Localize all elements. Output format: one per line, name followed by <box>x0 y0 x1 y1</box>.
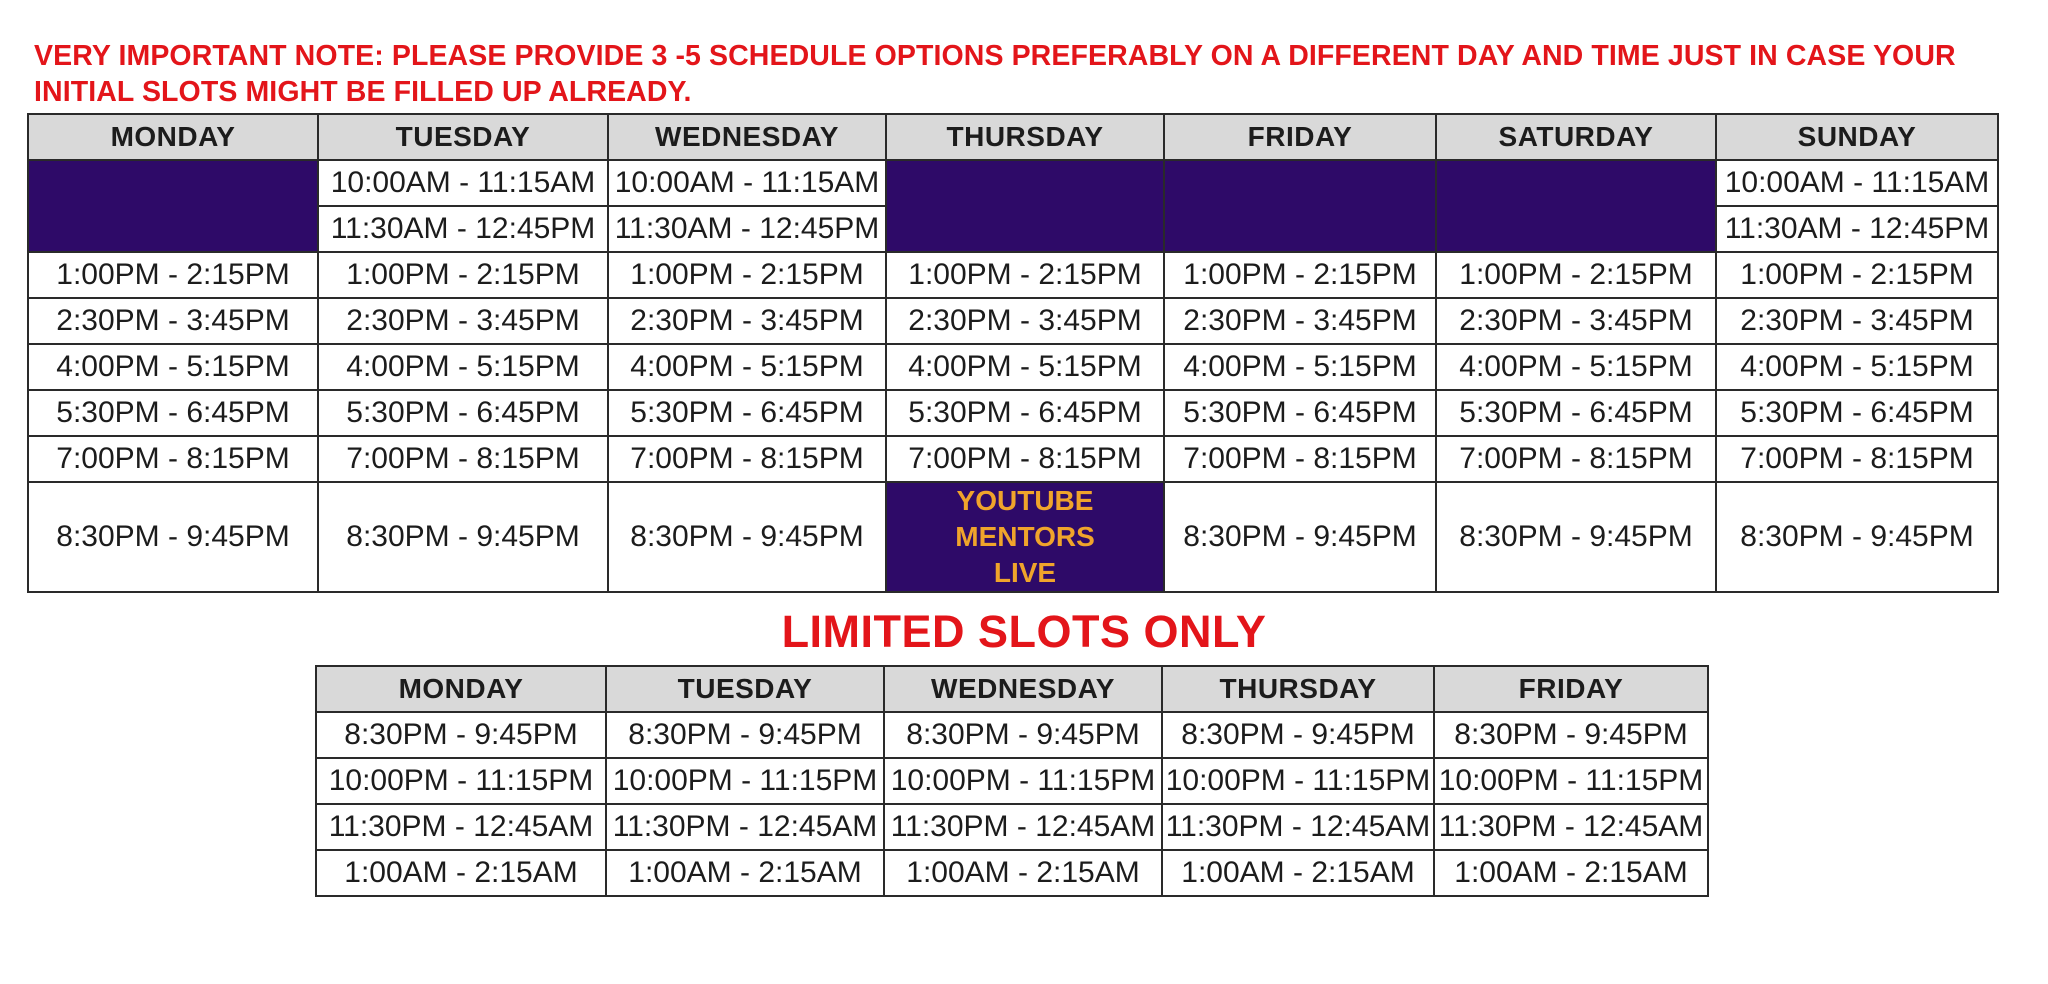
table-row <box>316 712 1708 758</box>
unavailable-block <box>1164 160 1436 252</box>
day-header-tuesday: TUESDAY <box>318 114 608 160</box>
time-slot: 8:30PM - 9:45PM <box>318 482 608 592</box>
day-header-wednesday: WEDNESDAY <box>608 114 886 160</box>
limited-header-row <box>316 666 1708 712</box>
time-slot: 2:30PM - 3:45PM <box>1716 298 1998 344</box>
time-slot: 2:30PM - 3:45PM <box>1164 298 1436 344</box>
time-slot: 2:30PM - 3:45PM <box>886 298 1164 344</box>
time-slot: 10:00PM - 11:15PM <box>316 758 606 804</box>
time-slot: 2:30PM - 3:45PM <box>608 298 886 344</box>
time-slot: 7:00PM - 8:15PM <box>28 436 318 482</box>
limited-slots-table <box>315 665 1709 897</box>
time-slot: 4:00PM - 5:15PM <box>608 344 886 390</box>
time-slot: 10:00PM - 11:15PM <box>884 758 1162 804</box>
time-slot: 8:30PM - 9:45PM <box>608 482 886 592</box>
table-row <box>316 758 1708 804</box>
time-slot: 4:00PM - 5:15PM <box>1436 344 1716 390</box>
table-row <box>316 804 1708 850</box>
time-slot: 10:00AM - 11:15AM <box>318 160 608 206</box>
table-row <box>28 298 1998 344</box>
time-slot: 5:30PM - 6:45PM <box>608 390 886 436</box>
time-slot: 8:30PM - 9:45PM <box>1436 482 1716 592</box>
limited-day-header-friday: FRIDAY <box>1434 666 1708 712</box>
time-slot: 1:00PM - 2:15PM <box>608 252 886 298</box>
weekly-schedule-table <box>27 113 1999 593</box>
time-slot: 8:30PM - 9:45PM <box>1162 712 1434 758</box>
time-slot: 10:00AM - 11:15AM <box>1716 160 1998 206</box>
time-slot: 5:30PM - 6:45PM <box>1436 390 1716 436</box>
time-slot: 1:00AM - 2:15AM <box>316 850 606 896</box>
day-header-thursday: THURSDAY <box>886 114 1164 160</box>
time-slot: 8:30PM - 9:45PM <box>1164 482 1436 592</box>
time-slot: 2:30PM - 3:45PM <box>318 298 608 344</box>
time-slot: 1:00PM - 2:15PM <box>28 252 318 298</box>
table-row <box>28 252 1998 298</box>
time-slot: 7:00PM - 8:15PM <box>608 436 886 482</box>
limited-day-header-thursday: THURSDAY <box>1162 666 1434 712</box>
time-slot: 1:00PM - 2:15PM <box>1716 252 1998 298</box>
time-slot: 1:00AM - 2:15AM <box>884 850 1162 896</box>
time-slot: 11:30PM - 12:45AM <box>884 804 1162 850</box>
time-slot: 7:00PM - 8:15PM <box>318 436 608 482</box>
time-slot: 5:30PM - 6:45PM <box>886 390 1164 436</box>
time-slot: 10:00AM - 11:15AM <box>608 160 886 206</box>
day-header-saturday: SATURDAY <box>1436 114 1716 160</box>
time-slot: 11:30AM - 12:45PM <box>608 206 886 252</box>
day-header-sunday: SUNDAY <box>1716 114 1998 160</box>
time-slot: 1:00AM - 2:15AM <box>606 850 884 896</box>
time-slot: 4:00PM - 5:15PM <box>886 344 1164 390</box>
time-slot: 11:30AM - 12:45PM <box>1716 206 1998 252</box>
limited-slots-title: LIMITED SLOTS ONLY <box>781 606 1267 657</box>
time-slot: 8:30PM - 9:45PM <box>316 712 606 758</box>
time-slot: 4:00PM - 5:15PM <box>28 344 318 390</box>
time-slot: 5:30PM - 6:45PM <box>28 390 318 436</box>
time-slot: 1:00PM - 2:15PM <box>886 252 1164 298</box>
time-slot: 8:30PM - 9:45PM <box>1716 482 1998 592</box>
unavailable-block <box>1436 160 1716 252</box>
time-slot: 7:00PM - 8:15PM <box>886 436 1164 482</box>
time-slot: 5:30PM - 6:45PM <box>318 390 608 436</box>
time-slot: 7:00PM - 8:15PM <box>1164 436 1436 482</box>
time-slot: 1:00PM - 2:15PM <box>1164 252 1436 298</box>
time-slot: 8:30PM - 9:45PM <box>1434 712 1708 758</box>
day-header-monday: MONDAY <box>28 114 318 160</box>
table-row <box>28 390 1998 436</box>
time-slot: 1:00PM - 2:15PM <box>318 252 608 298</box>
limited-day-header-monday: MONDAY <box>316 666 606 712</box>
table-row <box>316 850 1708 896</box>
time-slot: 8:30PM - 9:45PM <box>884 712 1162 758</box>
time-slot: 5:30PM - 6:45PM <box>1716 390 1998 436</box>
time-slot: 8:30PM - 9:45PM <box>28 482 318 592</box>
table-row <box>28 436 1998 482</box>
time-slot: 11:30PM - 12:45AM <box>606 804 884 850</box>
time-slot: 7:00PM - 8:15PM <box>1436 436 1716 482</box>
time-slot: 4:00PM - 5:15PM <box>1716 344 1998 390</box>
important-note: VERY IMPORTANT NOTE: PLEASE PROVIDE 3 -5 SCHEDULE OPTIONS PREFERABLY ON A DIFFERENT DAY AND TIME JUST IN CASE YOUR INITIAL SLOTS MIGHT BE FILLED UP ALREADY. <box>34 40 1956 108</box>
table-row <box>28 160 1998 206</box>
youtube-mentors-live-block: YOUTUBE MENTORS LIVE <box>886 482 1164 592</box>
time-slot: 8:30PM - 9:45PM <box>606 712 884 758</box>
limited-day-header-wednesday: WEDNESDAY <box>884 666 1162 712</box>
time-slot: 5:30PM - 6:45PM <box>1164 390 1436 436</box>
table-row <box>28 482 1998 592</box>
time-slot: 2:30PM - 3:45PM <box>1436 298 1716 344</box>
time-slot: 11:30PM - 12:45AM <box>1434 804 1708 850</box>
unavailable-block <box>886 160 1164 252</box>
time-slot: 1:00AM - 2:15AM <box>1434 850 1708 896</box>
time-slot: 10:00PM - 11:15PM <box>1434 758 1708 804</box>
time-slot: 7:00PM - 8:15PM <box>1716 436 1998 482</box>
day-header-friday: FRIDAY <box>1164 114 1436 160</box>
time-slot: 11:30PM - 12:45AM <box>316 804 606 850</box>
time-slot: 1:00AM - 2:15AM <box>1162 850 1434 896</box>
schedule-header-row <box>28 114 1998 160</box>
time-slot: 11:30AM - 12:45PM <box>318 206 608 252</box>
time-slot: 2:30PM - 3:45PM <box>28 298 318 344</box>
time-slot: 10:00PM - 11:15PM <box>1162 758 1434 804</box>
unavailable-block <box>28 160 318 252</box>
time-slot: 4:00PM - 5:15PM <box>1164 344 1436 390</box>
time-slot: 10:00PM - 11:15PM <box>606 758 884 804</box>
limited-day-header-tuesday: TUESDAY <box>606 666 884 712</box>
time-slot: 1:00PM - 2:15PM <box>1436 252 1716 298</box>
table-row <box>28 344 1998 390</box>
time-slot: 4:00PM - 5:15PM <box>318 344 608 390</box>
time-slot: 11:30PM - 12:45AM <box>1162 804 1434 850</box>
